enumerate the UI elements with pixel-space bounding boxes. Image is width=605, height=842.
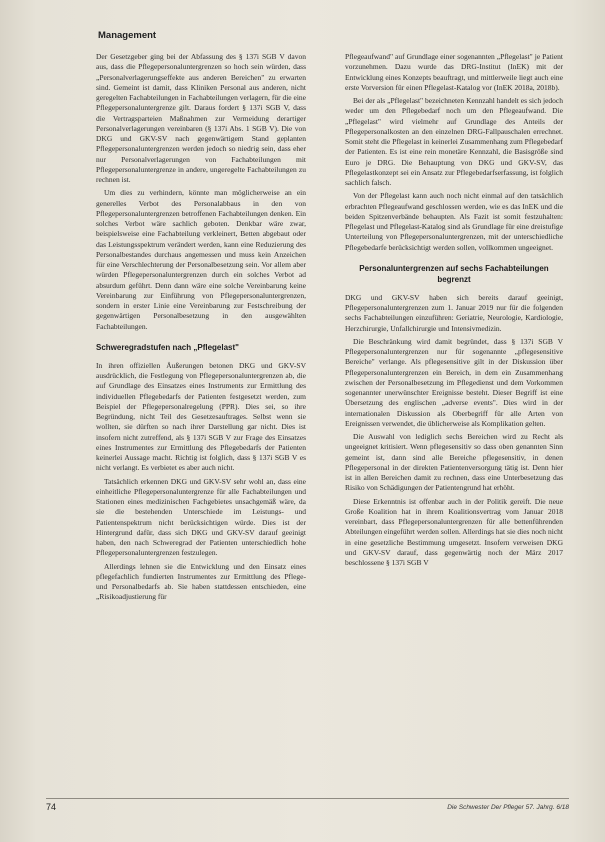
body-paragraph: Tatsächlich erkennen DKG und GKV-SV sehr wohl an, dass eine einheitliche Pflegepersonaluntergrenze für alle Fachabteilungen und Stationen eines medizinischen Fachgebietes unsachgemäß wäre, da sie die bestehenden Unterschiede im Leistungs- und Patientenspektrum nicht berücksichtigen würde. Dies ist der Hintergrund dafür, dass sich DKG und GKV-SV darauf geeinigt haben, den nach Schweregrad der Patienten unterschiedlich hohe Pflegepersonaluntergrenzen festzulegen. [96,476,306,558]
left-column [96,52,306,606]
body-paragraph: Diese Erkenntnis ist offenbar auch in der Politik gereift. Die neue Große Koalition hat in ihrem Koalitionsvertrag vom Januar 2018 vereinbart, dass Pflegepersonaluntergrenzen für alle bettenführenden Abteilungen eingeführt werden sollen. Allerdings hat sie dies noch nicht in eine gesetzliche Bestimmung umgesetzt. Insofern verweisen DKG und GKV-SV darauf, dass gegenwärtig noch der März 2017 beschlossene § 137i SGB V [345,496,563,567]
body-paragraph: Die Auswahl von lediglich sechs Bereichen wird zu Recht als ungeeignet kritisiert. Wenn pflegesensitiv so dass oben genannten Sinn gemeint ist, dann sind alle Bereiche pflegesensitiv, in denen Pflegepersonal in der direkten Patientenversorgung tätig ist. Denn hier ist in allen Bereichen damit zu rechnen, dass eine Unterbesetzung das Risiko von Schädigungen der Patientengrund hat erhöht. [345,432,563,493]
body-paragraph: Von der Pflegelast kann auch noch nicht einmal auf den tatsächlich erbrachten Pflegeaufwand geschlossen werden, wie es das InEK und die beiden Spitzenverbände behaupten. Als Fazit ist somit festzuhalten: Pflegelast und Pflegelast-Katalog sind als Grundlage für eine dreistufige Unterteilung von Pflegepersonaluntergrenzen, mit der unterschiedliche Pflegebedarfe berücksichtigt werden sollen, vollkommen ungeeignet. [345,191,563,252]
body-paragraph: Um dies zu verhindern, könnte man möglicherweise an ein generelles Verbot des Personalabbaus in den von Pflegepersonaluntergrenzen betroffenen Fachabteilungen denken. Ein solches Verbot wäre sachlich geboten. Denkbar wäre zwar, beispielsweise eine Fachabteilung verkleinert, Betten abgebaut oder das Leistungsspektrum verändert werden, kann eine Reduzierung des Personalbestandes durchaus angemessen und muss kein Anzeichen für eine Verschlechterung der Personalbesetzung sein. Vor allem aber würden Pflegepersonaluntergrenzen durch ein solches Verbot ad absurdum geführt. Denn dann wäre eine solche Vereinbarung keine Vereinbarung zur Einführung von Pflegepersonaluntergrenzen, sondern in erster Linie eine Vereinbarung zur Festschreibung der gegenwärtigen Personalbesetzung in den ausgewählten Fachabteilungen. [96,188,306,331]
body-paragraph: Pflegeaufwand" auf Grundlage einer sogenannten „Pflegelast" je Patient vorzunehmen. Dazu wurde das DRG-Institut (InEK) mit der Entwicklung eines Konzepts beauftragt, und mittlerweile liegt auch eine erste Vorversion für einen Pflegelast-Katalog vor (InEK 2018a, 2018b). [345,52,563,92]
body-paragraph: DKG und GKV-SV haben sich bereits darauf geeinigt, Pflegepersonaluntergrenzen zum 1. Januar 2019 nur für die folgenden sechs Fachabteilungen einzuführen: Geriatrie, Neurologie, Kardiologie, Herzchirurgie, Unfallchirurgie und Intensivmedizin. [345,292,563,333]
body-paragraph: Der Gesetzgeber ging bei der Abfassung des § 137i SGB V davon aus, dass die Pflegepersonaluntergrenzen so hoch sein würden, dass „Personalverlagerungseffekte aus anderen Bereichen" zu erwarten sind. Gemeint ist damit, dass Kliniken Personal aus anderen, nicht geregelten Fachabteilungen in Fachabteilungen verlagern, für die eine Pflegepersonaluntergrenze gilt. Daraus fordert § 137i SGB V, dass die Vertragsparteien Maßnahmen zur Vermeidung derartiger Personalverlagerungen vereinbaren (§ 137i Abs. 1 SGB V). Die von DKG und GKV-SV nach gegenwärtigem Stand geplanten Pflegepersonaluntergrenzen werden jedoch so niedrig sein, dass eher nur Personalverlagerungen von Fachabteilungen mit Pflegepersonaluntergrenze in andere, ungeregelte Fachabteilungen zu rechnen ist. [96,52,306,184]
body-paragraph: Die Beschränkung wird damit begründet, dass § 137i SGB V Pflegepersonaluntergrenzen nur für sogenannte „pflegesensitive Bereiche" verlange. Als pflegesensitive gilt in der Diskussion über Pflegepersonaluntergrenzen ein Bereich, in dem ein Zusammenhang zwischen der Personalbesetzung im Pflegedienst und dem Vorkommen sogenannter unerwünschter Ereignisse besteht. Dieser Begriff ist eine Übersetzung des englischen „adverse events". Dies wird in der internationalen Diskussion als Oberbegriff für alle Arten von Ereignissen verwendet, die üblicherweise als Komplikation gelten. [345,336,563,428]
journal-reference: Die Schwester Der Pfleger 57. Jahrg. 6/18 [447,804,569,811]
body-paragraph: Bei der als „Pflegelast" bezeichneten Kennzahl handelt es sich jedoch weder um den Pflegebedarf noch um den Pflegeaufwand. Die „Pflegelast" wird vielmehr auf Grundlage des Anteils der Pflegepersonalkosten an den einzelnen DRG-Fallpauschalen errechnet. Somit steht die Pflegelast in keinerlei Zusammenhang zum Pflegebedarf der Patienten. Es ist eine rein monetäre Kennzahl, die Basisgröße sind Euro je DRG. Die Behauptung von DKG und GKV-SV, das Pflegelastkonzept sei ein Ansatz zur Pflegebedarfserfassung, ist folglich sachlich falsch. [345,96,563,187]
subheading: Schweregradstufen nach „Pflegelast" [96,342,239,352]
right-column [345,52,563,571]
subheading: Personaluntergrenzen auf sechs Fachabteilungen begrenzt [359,263,549,284]
body-paragraph: In ihren offiziellen Äußerungen betonen DKG und GKV-SV ausdrücklich, die Festlegung von Pflegepersonaluntergrenzen ab, die auf Grundlage des Einsatzes eines Instruments zur Ermittlung des individuellen Pflegebedarfs der Patienten festgesetzt werden, zum Beispiel der Pflegepersonalregelung (PPR). Dies sei, so ihre Begründung, nicht Teil des Gesetzesauftrages. Selbst wenn sie wollten, sie dürften so nach ihrer Darstellung gar nicht. Dies ist insofern nicht zutreffend, als § 137i SGB V zur Frage des Einsatzes eines Instrumentes zur Ermittlung des Pflegebedarfs der Patienten keinerlei Aussage macht. Richtig ist folglich, dass § 137i SGB V es nicht verlangt. Es verbietet es aber auch nicht. [96,360,306,473]
body-paragraph: Allerdings lehnen sie die Entwicklung und den Einsatz eines pflegefachlich fundierten Instrumentes zur Ermittlung des Pflege- und Personalbedarfs ab. Sie haben stattdessen entschieden, eine „Risikoadjustierung für [96,561,306,602]
footer-divider [46,798,569,799]
section-header: Management [98,30,157,41]
page-number: 74 [46,802,57,812]
